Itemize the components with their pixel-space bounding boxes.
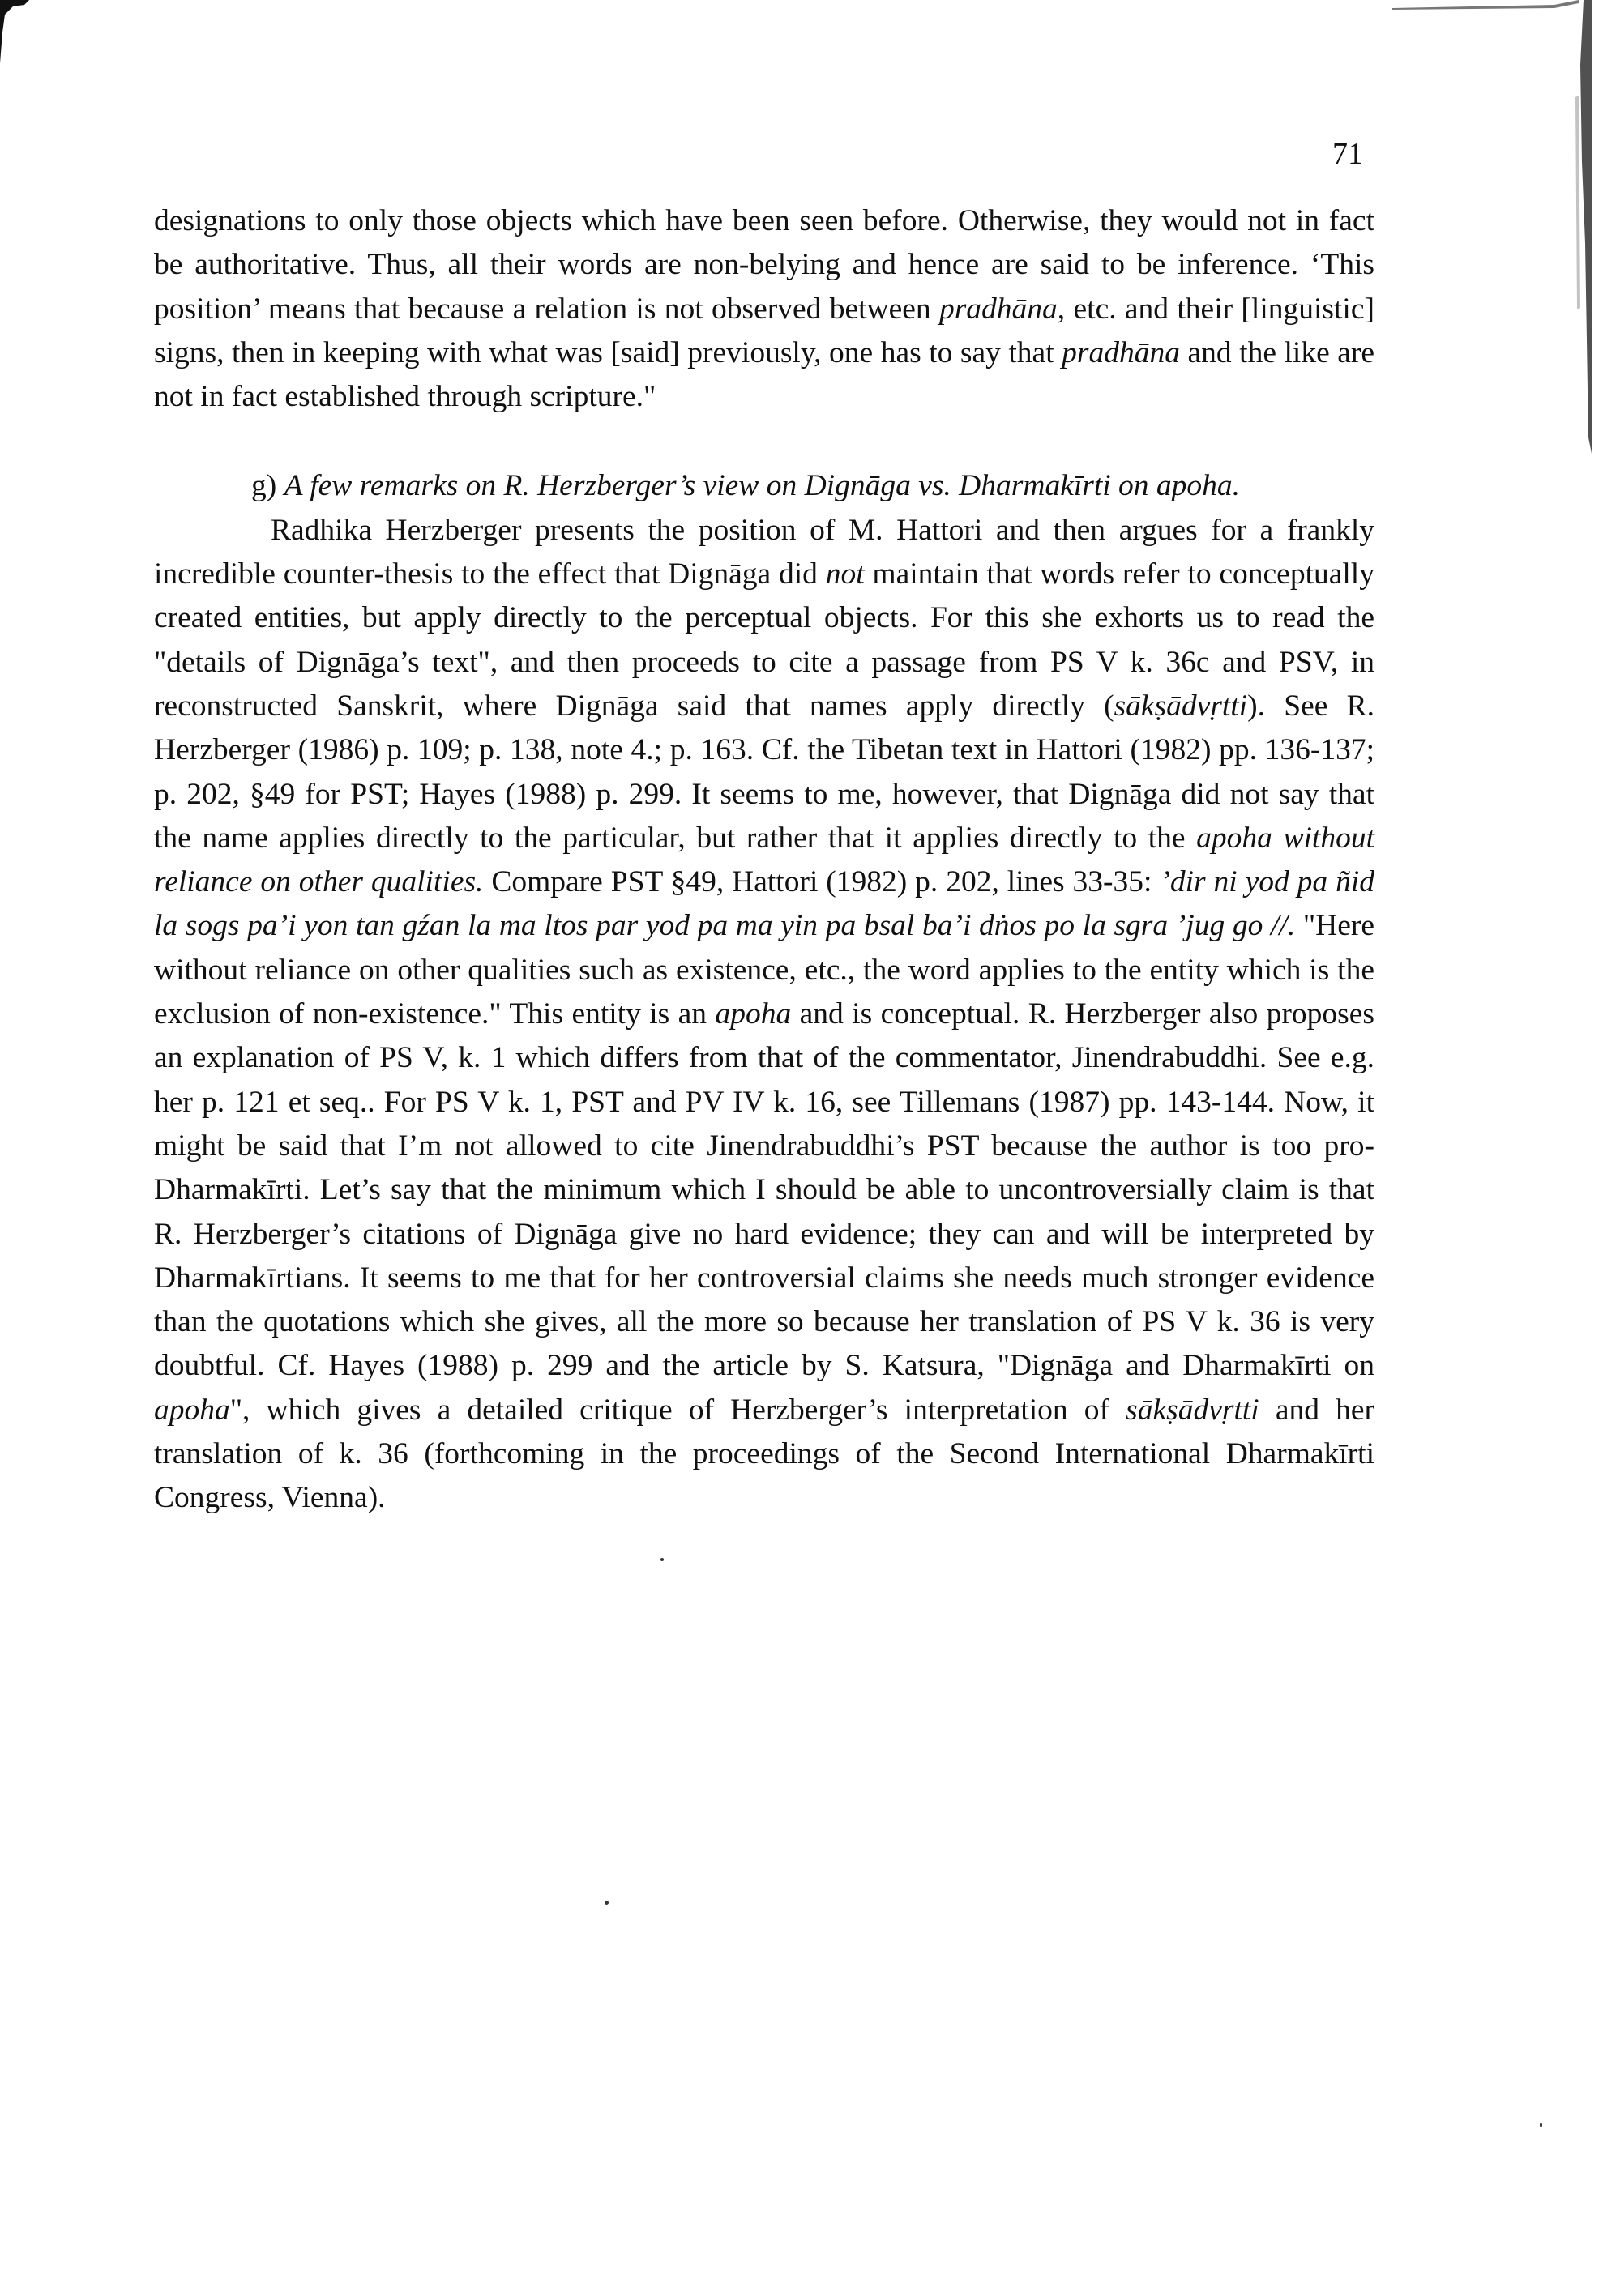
page-number: 71 bbox=[1332, 137, 1363, 171]
scan-edge-rule bbox=[1392, 0, 1579, 15]
scan-speck bbox=[605, 1901, 609, 1905]
scan-edge-shadow bbox=[1567, 0, 1592, 454]
section-heading bbox=[154, 464, 1374, 508]
body-text bbox=[154, 199, 1374, 1521]
paragraph-2: Radhika Herzberger presents the position of M. Hattori and then argues for a frankly incredible counter-thesis to the effect that Dignāga did not maintain that words refer to conceptually created entities, but apply directly to the perceptual objects. For this she exhorts us to read the "details of Dignāga’s text", and then proceeds to cite a passage from PS V k. 36c and PSV, in reconstructed Sanskrit, where Dignāga said that names apply directly (sākṣādvṛtti). See R. Herzberger (1986) p. 109; p. 138, note 4.; p. 163. Cf. the Tibetan text in Hattori (1982) pp. 136-137; p. 202, §49 for PST; Hayes (1988) p. 299. It seems to me, however, that Dignāga did not say that the name applies directly to the particular, but rather that it applies directly to the apoha without reliance on other qualities. Compare PST §49, Hattori (1982) p. 202, lines 33-35: ’dir ni yod pa ñid la sogs pa’i yon tan gźan la ma ltos par yod pa ma yin pa bsal ba’i dṅos po la sgra ’jug go //. "Here without reliance on other qualities such as existence, etc., the word applies to the entity which is the exclusion of non-existence." This entity is an apoha and is conceptual. R. Herzberger also proposes an explanation of PS V, k. 1 which differs from that of the commentator, Jinendrabuddhi. See e.g. her p. 121 et seq.. For PS V k. 1, PST and PV IV k. 16, see Tillemans (1987) pp. 143-144. Now, it might be said that I’m not allowed to cite Jinendrabuddhi’s PST because the author is too pro-Dharmakīrti. Let’s say that the minimum which I should be able to uncontroversially claim is that R. Herzberger’s citations of Dignāga give no hard evidence; they can and will be interpreted by Dharmakīrtians. It seems to me that for her controversial claims she needs much stronger evidence than the quotations which she gives, all the more so because her translation of PS V k. 36 is very doubtful. Cf. Hayes (1988) p. 299 and the article by S. Katsura, "Dignāga and Dharmakīrti on apoha", which gives a detailed critique of Herzberger’s interpretation of sākṣādvṛtti and her translation of k. 36 (forthcoming in the proceedings of the Second International Dharmakīrti Congress, Vienna). bbox=[154, 513, 1375, 1515]
section-label: g) bbox=[251, 469, 277, 503]
paragraph-1: designations to only those objects which have been seen before. Otherwise, they would not in fact be authoritative. Thus, all their words are non-belying and hence are said to be inference. ‘This position’ means that because a relation is not observed between pradhāna, etc. and their [linguistic] signs, then in keeping with what was [said] previously, one has to say that pradhāna and the like are not in fact established through scripture." bbox=[154, 204, 1374, 414]
scan-speck bbox=[1540, 2123, 1542, 2127]
section-title: A few remarks on R. Herzberger’s view on Dignāga vs. Dharmakīrti on apoha. bbox=[284, 469, 1241, 503]
scan-speck bbox=[660, 1558, 664, 1561]
scan-corner-mark bbox=[0, 0, 29, 63]
